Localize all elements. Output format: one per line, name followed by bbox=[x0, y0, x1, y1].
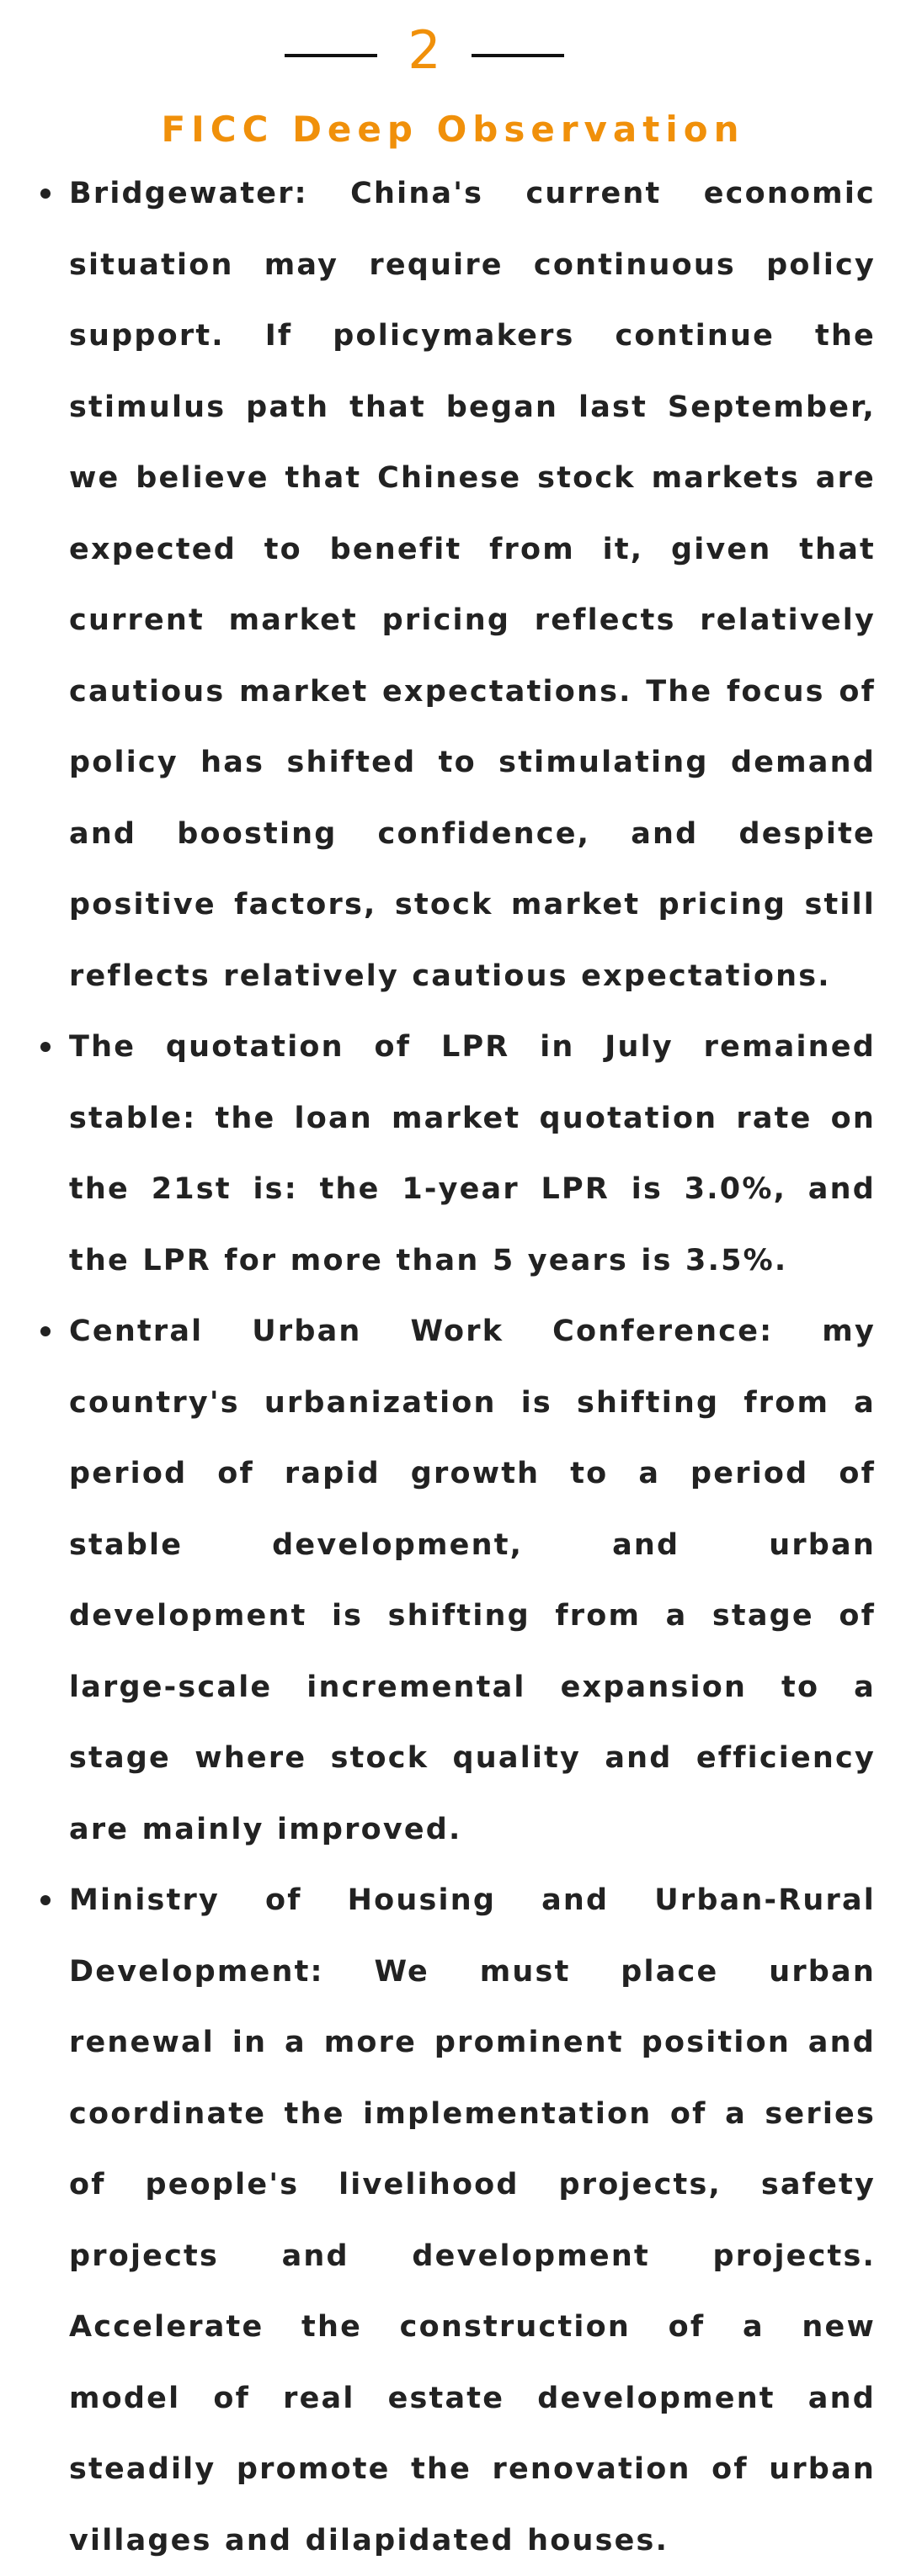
bullet-dot-icon bbox=[40, 1895, 51, 1905]
section-number-header bbox=[0, 17, 906, 84]
section-title: FICC Deep Observation bbox=[161, 109, 745, 150]
bullet-dot-icon bbox=[40, 1042, 51, 1052]
bullet-dot-icon bbox=[40, 1326, 51, 1336]
divider-line-left bbox=[285, 54, 377, 57]
bullet-text: Central Urban Work Conference: my country's urbanization is shifting from a period of rapid growth to a period of stable development, and urban development is shifting from a stage of large-scale incremental expansion to a stage where stock quality and efficiency are mainly improved. bbox=[69, 1315, 876, 1846]
bullet-item-urban-work-conference bbox=[34, 1296, 876, 1865]
bullet-item-housing-ministry bbox=[34, 1865, 876, 2576]
bullet-list bbox=[34, 158, 876, 2576]
bullet-text: Ministry of Housing and Urban-Rural Development: We must place urban renewal in a more prominent position and coordinate the implementation of a series of people's livelihood projects, safety projects and development projects. Accelerate the construction of a new model of real estate development and steadily promote the renovation of urban villages and dilapidated houses. bbox=[69, 1883, 876, 2557]
section-number: 2 bbox=[408, 19, 441, 81]
bullet-item-lpr bbox=[34, 1012, 876, 1296]
bullet-text: The quotation of LPR in July remained stable: the loan market quotation rate on the 21st is: the 1-year LPR is 3.0%, and the LPR for more than 5 years is 3.5%. bbox=[69, 1030, 876, 1277]
divider-line-right bbox=[472, 54, 564, 57]
bullet-text: Bridgewater: China's current economic situation may require continuous policy support. If policymakers continue the stimulus path that began last September, we believe that Chinese stock markets are expected to benefit from it, given that current market pricing reflects relatively cautious market expectations. The focus of policy has shifted to stimulating demand and boosting confidence, and despite positive factors, stock market pricing still reflects relatively cautious expectations. bbox=[69, 177, 876, 993]
bullet-item-bridgewater bbox=[34, 158, 876, 1012]
bullet-dot-icon bbox=[40, 189, 51, 199]
